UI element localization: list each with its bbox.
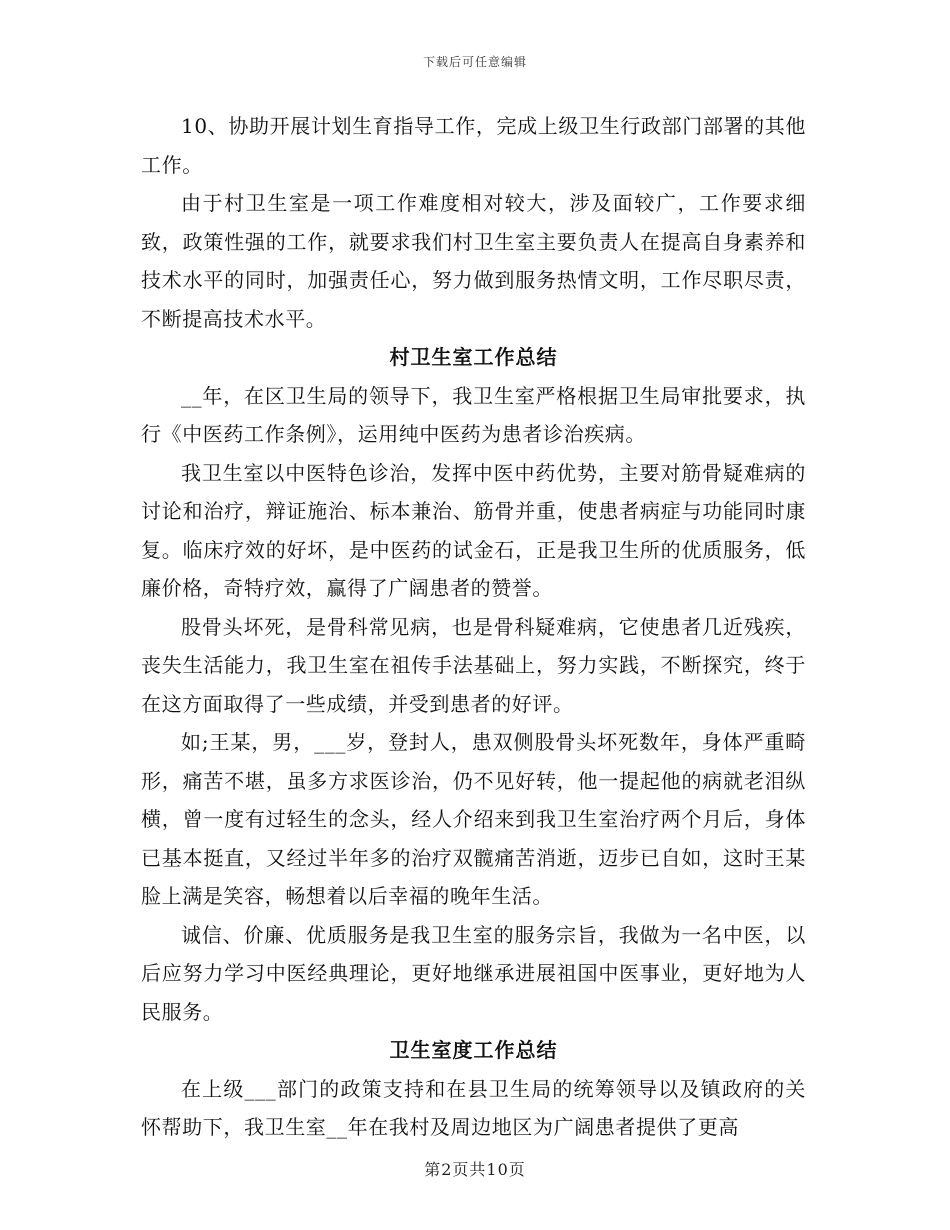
section-heading: 卫生室度工作总结 xyxy=(389,1038,558,1062)
paragraph: 股骨头坏死，是骨科常见病，也是骨科疑难病，它使患者几近残疾，丧失生活能力，我卫生室在祖传手法基础上，努力实践，不断探究，终于在这方面取得了一些成绩，并受到患者的好评。 xyxy=(141,614,806,716)
paragraph: 如;王某，男，___岁，登封人，患双侧股骨头坏死数年，身体严重畸形，痛苦不堪，虽多方求医诊治，仍不见好转，他一提起他的病就老泪纵横，曾一度有过轻生的念头，经人介绍来到我卫生室治疗两个月后，身体已基本挺直，又经过半年多的治疗双髋痛苦消逝，迈步已自如，这时王某脸上满是笑容，畅想着以后幸福的晚年生活。 xyxy=(141,730,806,908)
paragraph: 10、协助开展计划生育指导工作，完成上级卫生行政部门部署的其他工作。 xyxy=(141,114,806,177)
section-heading: 村卫生室工作总结 xyxy=(389,345,558,369)
paragraph: 由于村卫生室是一项工作难度相对较大，涉及面较广，工作要求细致，政策性强的工作，就要求我们村卫生室主要负责人在提高自身素养和技术水平的同时，加强责任心，努力做到服务热情文明，工作尽职尽责，不断提高技术水平。 xyxy=(141,191,806,331)
paragraph: 我卫生室以中医特色诊治，发挥中医中药优势，主要对筋骨疑难病的讨论和治疗，辩证施治、标本兼治、筋骨并重，使患者病症与功能同时康复。临床疗效的好坏，是中医药的试金石，正是我卫生所的优质服务，低廉价格，奇特疗效，赢得了广阔患者的赞誉。 xyxy=(141,460,806,600)
document-body xyxy=(141,107,806,1147)
header-note: 下载后可任意编辑 xyxy=(422,55,527,69)
page-number: 第2页共10页 xyxy=(424,1160,526,1179)
paragraph: 诚信、价廉、优质服务是我卫生室的服务宗旨，我做为一名中医，以后应努力学习中医经典理论，更好地继承进展祖国中医事业，更好地为人民服务。 xyxy=(141,922,806,1024)
paragraph: __年，在区卫生局的领导下，我卫生室严格根据卫生局审批要求，执行《中医药工作条例》，运用纯中医药为患者诊治疾病。 xyxy=(141,383,806,446)
paragraph: 在上级___部门的政策支持和在县卫生局的统筹领导以及镇政府的关怀帮助下，我卫生室__年在我村及周边地区为广阔患者提供了更高 xyxy=(141,1076,806,1139)
